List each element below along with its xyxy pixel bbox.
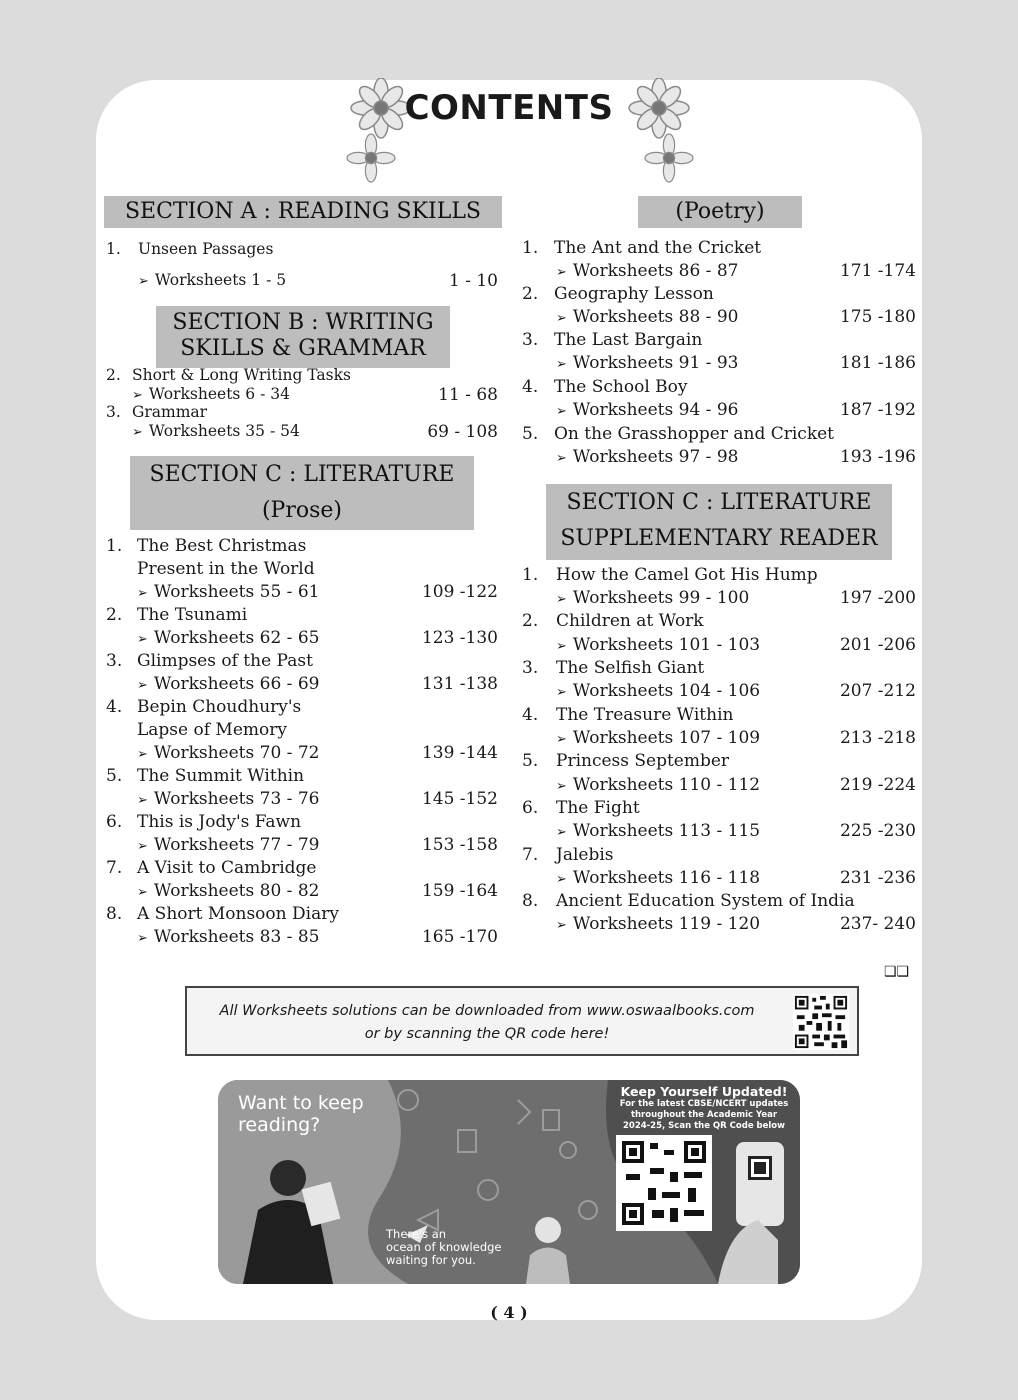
worksheet-line [556, 447, 738, 467]
worksheet-range: Worksheets 99 - 100 [572, 588, 750, 608]
worksheet-range: Worksheets 55 - 61 [153, 582, 320, 602]
page-range: 145 -152 [421, 789, 498, 809]
list-item-number: 5. [522, 424, 539, 444]
list-item-title: Glimpses of the Past [137, 651, 313, 671]
list-item-number: 3. [106, 403, 121, 421]
list-item-number: 6. [106, 812, 123, 832]
worksheet-line [556, 400, 738, 420]
worksheet-line [556, 775, 760, 795]
banner-ocean2: ocean of knowledge [386, 1240, 502, 1254]
page-range: 175 -180 [839, 307, 916, 327]
worksheet-line [556, 868, 760, 888]
list-item-title: Princess September [556, 751, 730, 771]
list-item-title: Children at Work [556, 611, 704, 631]
worksheet-range: Worksheets 70 - 72 [153, 743, 320, 763]
arrow-bullet-icon: ➢ [556, 825, 567, 840]
list-item-title: Geography Lesson [554, 284, 714, 304]
list-item-title: On the Grasshopper and Cricket [554, 424, 835, 444]
worksheet-range: Worksheets 66 - 69 [153, 674, 320, 694]
page-range: 159 -164 [421, 881, 498, 901]
notice-line2: or by scanning the QR code here! [364, 1026, 610, 1042]
list-item-number: 3. [106, 651, 123, 671]
list-item-title: Jalebis [556, 845, 614, 865]
list-item-title: The Ant and the Cricket [554, 238, 762, 258]
banner-ocean-text [386, 1228, 502, 1267]
page-range: 213 -218 [839, 728, 916, 748]
list-item-title-cont: Present in the World [137, 559, 315, 579]
supplementary-header-line2: SUPPLEMENTARY READER [560, 526, 878, 551]
page-range: 225 -230 [839, 821, 916, 841]
arrow-bullet-icon: ➢ [556, 592, 567, 607]
worksheet-range: Worksheets 113 - 115 [572, 821, 761, 841]
section-c-prose-header [130, 456, 474, 530]
page-range: 237- 240 [839, 914, 916, 934]
worksheet-range: Worksheets 77 - 79 [153, 835, 320, 855]
list-item-title: Bepin Choudhury's [137, 697, 302, 717]
banner-update-text [614, 1084, 794, 1132]
notice-text [197, 1000, 777, 1046]
arrow-bullet-icon: ➢ [556, 685, 567, 700]
page-range: 181 -186 [839, 353, 916, 373]
arrow-bullet-icon: ➢ [556, 357, 567, 372]
arrow-bullet-icon: ➢ [138, 274, 149, 289]
arrow-bullet-icon: ➢ [556, 451, 567, 466]
page-range: 153 -158 [421, 835, 498, 855]
list-item-number: 4. [522, 377, 539, 397]
worksheet-line [138, 271, 286, 289]
arrow-bullet-icon: ➢ [137, 885, 148, 900]
arrow-bullet-icon: ➢ [137, 747, 148, 762]
page-range: 207 -212 [839, 681, 916, 701]
list-item-number: 1. [106, 240, 121, 258]
page-range: 131 -138 [421, 674, 498, 694]
worksheet-range: Worksheets 88 - 90 [572, 307, 739, 327]
banner-sub3: 2024-25, Scan the QR Code below [622, 1121, 786, 1131]
page-range: 171 -174 [839, 261, 916, 281]
worksheet-line [556, 353, 738, 373]
list-item-title: The Last Bargain [554, 330, 703, 350]
worksheet-range: Worksheets 80 - 82 [153, 881, 320, 901]
list-item-number: 1. [106, 536, 123, 556]
worksheet-range: Worksheets 119 - 120 [572, 914, 761, 934]
arrow-bullet-icon: ➢ [556, 311, 567, 326]
worksheet-range: Worksheets 110 - 112 [572, 775, 761, 795]
qr-code-icon[interactable] [793, 994, 849, 1050]
page-range: 193 -196 [839, 447, 916, 467]
banner-ocean3: waiting for you. [386, 1253, 476, 1267]
list-item-title: A Visit to Cambridge [137, 858, 317, 878]
arrow-bullet-icon: ➢ [137, 586, 148, 601]
list-item-number: 6. [522, 798, 539, 818]
arrow-bullet-icon: ➢ [556, 265, 567, 280]
worksheet-line [137, 628, 319, 648]
list-item-title: The Best Christmas [137, 536, 307, 556]
list-item-title: This is Jody's Fawn [137, 812, 302, 832]
worksheet-line [137, 789, 319, 809]
page-range: 165 -170 [421, 927, 498, 947]
arrow-bullet-icon: ➢ [137, 793, 148, 808]
list-item-title: Unseen Passages [138, 240, 274, 258]
worksheet-range: Worksheets 62 - 65 [153, 628, 320, 648]
worksheet-line [556, 261, 738, 281]
page-range: 109 -122 [421, 582, 498, 602]
worksheet-range: Worksheets 73 - 76 [153, 789, 320, 809]
banner-want: Want to keep [238, 1092, 364, 1114]
worksheet-line [137, 927, 319, 947]
page-range: 123 -130 [421, 628, 498, 648]
list-item-number: 3. [522, 658, 539, 678]
worksheet-line [137, 881, 319, 901]
arrow-bullet-icon: ➢ [556, 779, 567, 794]
section-c-header-line1: SECTION C : LITERATURE [149, 462, 455, 487]
arrow-bullet-icon: ➢ [137, 678, 148, 693]
list-item-number: 7. [522, 845, 539, 865]
banner-sub1: For the latest CBSE/NCERT updates [619, 1099, 789, 1109]
worksheet-range: Worksheets 97 - 98 [572, 447, 739, 467]
arrow-bullet-icon: ➢ [137, 632, 148, 647]
list-item-title: How the Camel Got His Hump [556, 565, 818, 585]
list-item-number: 8. [522, 891, 539, 911]
page-range: 11 - 68 [438, 385, 498, 405]
arrow-bullet-icon: ➢ [556, 404, 567, 419]
list-item-number: 7. [106, 858, 123, 878]
list-item-number: 2. [522, 611, 539, 631]
worksheet-range: Worksheets 94 - 96 [572, 400, 739, 420]
list-item-title: Grammar [132, 403, 208, 421]
arrow-bullet-icon: ➢ [132, 425, 143, 440]
list-item-title: The Summit Within [137, 766, 305, 786]
list-item-number: 1. [522, 565, 539, 585]
arrow-bullet-icon: ➢ [137, 931, 148, 946]
arrow-bullet-icon: ➢ [556, 918, 567, 933]
page-range: 1 - 10 [449, 271, 498, 291]
list-item-number: 2. [522, 284, 539, 304]
page-range: 231 -236 [839, 868, 916, 888]
worksheet-range: Worksheets 86 - 87 [572, 261, 739, 281]
notice-line1: All Worksheets solutions can be downloaded from www.oswaalbooks.com [219, 1003, 755, 1019]
banner-ocean1: There's an [386, 1227, 447, 1241]
worksheet-range: Worksheets 104 - 106 [572, 681, 761, 701]
banner-headline [238, 1092, 364, 1136]
page-range: 219 -224 [839, 775, 916, 795]
page-range: 201 -206 [839, 635, 916, 655]
worksheet-range: Worksheets 107 - 109 [572, 728, 761, 748]
list-item-title: The Selfish Giant [556, 658, 705, 678]
promo-banner[interactable] [218, 1080, 800, 1284]
list-item-number: 8. [106, 904, 123, 924]
arrow-bullet-icon: ➢ [132, 388, 143, 403]
banner-reading: reading? [238, 1114, 321, 1136]
list-item-number: 2. [106, 605, 123, 625]
list-item-number: 5. [522, 751, 539, 771]
worksheet-line [556, 728, 760, 748]
list-item-title: The Tsunami [137, 605, 248, 625]
page-range: 69 - 108 [427, 422, 498, 442]
section-b-header [156, 306, 450, 368]
worksheet-line [556, 821, 760, 841]
list-item-title: The School Boy [554, 377, 688, 397]
page-range: 197 -200 [839, 588, 916, 608]
poetry-header: (Poetry) [638, 196, 802, 228]
arrow-bullet-icon: ➢ [556, 732, 567, 747]
arrow-bullet-icon: ➢ [556, 872, 567, 887]
solutions-notice [185, 986, 859, 1056]
page-number: ( 4 ) [490, 1303, 528, 1322]
list-item-title: Ancient Education System of India [556, 891, 855, 911]
page-title: CONTENTS [404, 88, 614, 128]
worksheet-range: Worksheets 1 - 5 [154, 271, 287, 289]
supplementary-header-line1: SECTION C : LITERATURE [566, 490, 872, 515]
worksheet-range: Worksheets 35 - 54 [148, 422, 300, 440]
worksheet-line [132, 385, 290, 403]
worksheet-range: Worksheets 101 - 103 [572, 635, 761, 655]
worksheet-range: Worksheets 116 - 118 [572, 868, 761, 888]
list-item-title-cont: Lapse of Memory [137, 720, 287, 740]
worksheet-line [556, 588, 749, 608]
worksheet-line [556, 307, 738, 327]
worksheet-range: Worksheets 91 - 93 [572, 353, 739, 373]
worksheet-line [556, 635, 760, 655]
section-a-header: SECTION A : READING SKILLS [104, 196, 502, 228]
page-range: 139 -144 [421, 743, 498, 763]
banner-keep: Keep Yourself Updated! [620, 1084, 788, 1099]
banner-sub2: throughout the Academic Year [630, 1110, 778, 1120]
worksheet-line [137, 674, 319, 694]
list-item-title: Short & Long Writing Tasks [132, 366, 351, 384]
worksheet-line [137, 743, 319, 763]
arrow-bullet-icon: ➢ [137, 839, 148, 854]
list-item-title: The Treasure Within [556, 705, 734, 725]
list-item-title: The Fight [556, 798, 640, 818]
worksheet-line [556, 914, 760, 934]
section-b-header-line2: SKILLS & GRAMMAR [180, 336, 426, 361]
section-b-header-line1: SECTION B : WRITING [172, 310, 434, 335]
worksheet-line [137, 835, 319, 855]
list-item-number: 4. [522, 705, 539, 725]
worksheet-range: Worksheets 6 - 34 [148, 385, 290, 403]
worksheet-line [132, 422, 300, 440]
arrow-bullet-icon: ➢ [556, 639, 567, 654]
supplementary-header [546, 484, 892, 560]
list-item-number: 5. [106, 766, 123, 786]
list-item-number: 4. [106, 697, 123, 717]
list-item-number: 3. [522, 330, 539, 350]
list-item-title: A Short Monsoon Diary [137, 904, 339, 924]
worksheet-line [137, 582, 319, 602]
worksheet-range: Worksheets 83 - 85 [153, 927, 320, 947]
page-range: 187 -192 [839, 400, 916, 420]
section-c-header-line2: (Prose) [261, 498, 343, 523]
end-mark: ❑❑ [884, 964, 910, 980]
worksheet-line [556, 681, 760, 701]
list-item-number: 1. [522, 238, 539, 258]
list-item-number: 2. [106, 366, 121, 384]
